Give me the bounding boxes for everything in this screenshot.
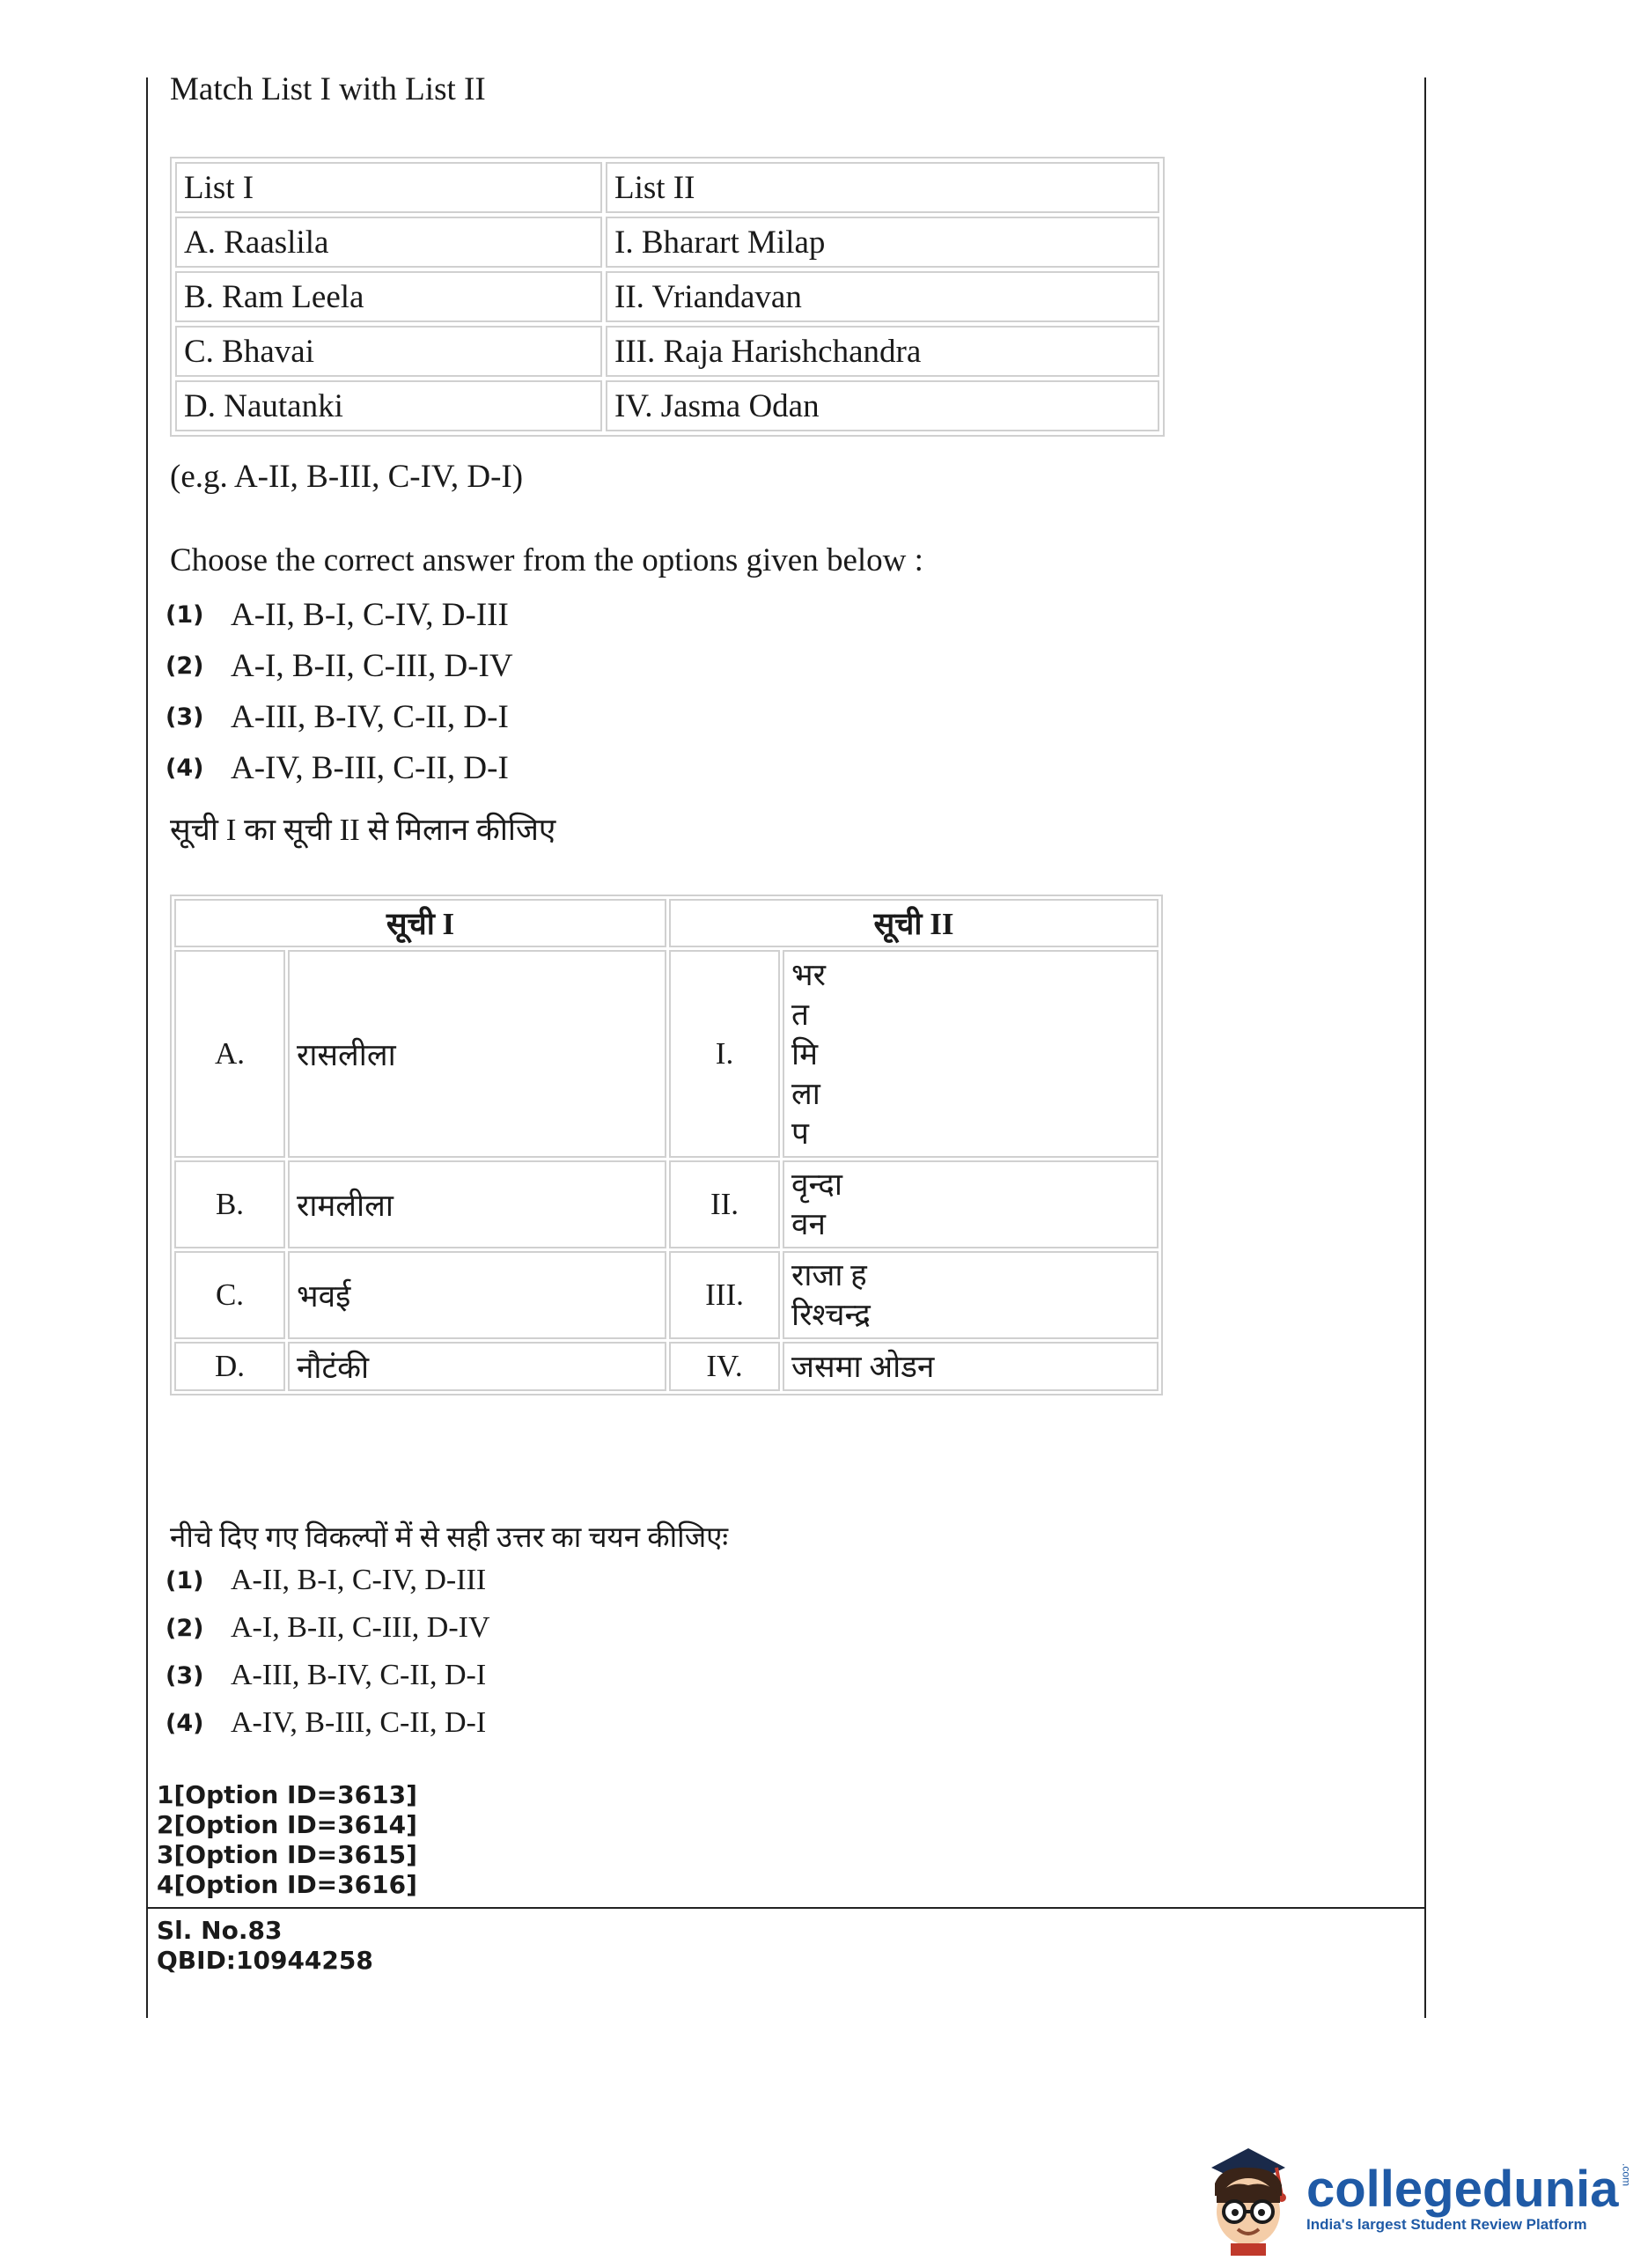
option-number: (2) [166, 652, 204, 680]
logo-tagline: India's largest Student Review Platform [1306, 2216, 1587, 2233]
text-fragment: ला [791, 1076, 820, 1111]
table-header-cell: सूची I [174, 899, 666, 947]
table-cell: B. Ram Leela [175, 271, 602, 322]
row-label: III. [669, 1251, 780, 1339]
option-3-en [166, 698, 509, 736]
table-cell: III. Raja Harishchandra [606, 326, 1159, 377]
table-row [175, 271, 1159, 322]
option-4-hi [166, 1706, 486, 1740]
text-fragment: रिश्चन्द्र [791, 1298, 871, 1332]
table-row [174, 1160, 1159, 1248]
instruction-hi: नीचे दिए गए विकल्पों में से सही उत्तर का चयन कीजिएः [170, 1522, 729, 1554]
text-fragment: राजा ह [791, 1258, 867, 1292]
row-label: D. [174, 1342, 285, 1391]
option-id: 3[Option ID=3615] [157, 1840, 417, 1869]
table-cell [783, 950, 1159, 1158]
table-cell: नौटंकी [288, 1342, 666, 1391]
option-text: A-III, B-IV, C-II, D-I [231, 699, 509, 735]
qbid: QBID:10944258 [157, 1946, 373, 1975]
table-cell: I. Bharart Milap [606, 217, 1159, 268]
option-2-en [166, 647, 513, 685]
match-table-hi [170, 895, 1163, 1395]
option-text: A-II, B-I, C-IV, D-III [231, 597, 509, 633]
option-text: A-II, B-I, C-IV, D-III [231, 1564, 487, 1596]
collegedunia-logo [1195, 2141, 1633, 2256]
text-fragment: भर [791, 957, 826, 992]
table-row [174, 1342, 1159, 1391]
option-number: (3) [166, 703, 204, 731]
option-number: (1) [166, 601, 204, 629]
option-3-hi [166, 1659, 486, 1692]
table-cell [783, 1251, 1159, 1339]
table-header-row [174, 899, 1159, 947]
logo-suffix: .com [1620, 2163, 1633, 2187]
table-row [175, 380, 1159, 431]
option-4-en [166, 749, 509, 787]
question-separator [146, 1907, 1426, 1909]
row-label: II. [669, 1160, 780, 1248]
table-row [174, 1251, 1159, 1339]
option-number: (2) [166, 1614, 204, 1642]
logo-name: collegedunia [1306, 2161, 1619, 2218]
table-header-cell: List II [606, 162, 1159, 213]
option-1-hi [166, 1564, 486, 1597]
example-text-en: (e.g. A-II, B-III, C-IV, D-I) [170, 459, 524, 495]
row-label: A. [174, 950, 285, 1158]
option-2-hi [166, 1611, 490, 1645]
option-text: A-III, B-IV, C-II, D-I [231, 1659, 487, 1691]
table-cell: A. Raaslila [175, 217, 602, 268]
option-text: A-I, B-II, C-III, D-IV [231, 1611, 490, 1644]
table-cell [783, 1160, 1159, 1248]
table-cell: D. Nautanki [175, 380, 602, 431]
question-heading-hi: सूची I का सूची II से मिलान कीजिए [170, 813, 556, 847]
table-cell: भवई [288, 1251, 666, 1339]
row-label: I. [669, 950, 780, 1158]
option-text: A-I, B-II, C-III, D-IV [231, 648, 513, 684]
text-fragment: त [791, 997, 809, 1032]
option-text: A-IV, B-III, C-II, D-I [231, 1706, 487, 1739]
serial-number: Sl. No.83 [157, 1916, 283, 1945]
option-id: 2[Option ID=3614] [157, 1810, 417, 1839]
option-number: (3) [166, 1661, 204, 1690]
text-fragment: जसमा ओडन [791, 1349, 935, 1384]
option-number: (1) [166, 1566, 204, 1594]
table-header-cell: List I [175, 162, 602, 213]
table-cell [783, 1342, 1159, 1391]
table-cell: C. Bhavai [175, 326, 602, 377]
right-border-line [1424, 77, 1426, 2018]
option-1-en [166, 596, 509, 634]
table-cell: II. Vriandavan [606, 271, 1159, 322]
instruction-en: Choose the correct answer from the options given below : [170, 542, 923, 578]
row-label: B. [174, 1160, 285, 1248]
table-row [175, 326, 1159, 377]
question-heading-en: Match List I with List II [170, 71, 486, 107]
table-row [174, 950, 1159, 1158]
option-id: 4[Option ID=3616] [157, 1870, 417, 1899]
option-number: (4) [166, 755, 204, 782]
table-row [175, 217, 1159, 268]
text-fragment: वृन्दा [791, 1167, 842, 1202]
text-fragment: वन [791, 1207, 826, 1241]
left-border-line [146, 77, 148, 2018]
table-header-row [175, 162, 1159, 213]
text-fragment: मि [791, 1036, 818, 1071]
table-cell: रामलीला [288, 1160, 666, 1248]
next-question-meta [157, 1916, 373, 1976]
table-cell: रासलीला [288, 950, 666, 1158]
option-number: (4) [166, 1709, 204, 1737]
match-table-en [170, 157, 1165, 437]
text-fragment: प [791, 1116, 809, 1151]
option-text: A-IV, B-III, C-II, D-I [231, 750, 509, 786]
option-id: 1[Option ID=3613] [157, 1780, 417, 1809]
table-header-cell: सूची II [669, 899, 1159, 947]
mascot-icon [1195, 2141, 1301, 2256]
row-label: IV. [669, 1342, 780, 1391]
row-label: C. [174, 1251, 285, 1339]
table-cell: IV. Jasma Odan [606, 380, 1159, 431]
option-id-list [157, 1780, 417, 1900]
